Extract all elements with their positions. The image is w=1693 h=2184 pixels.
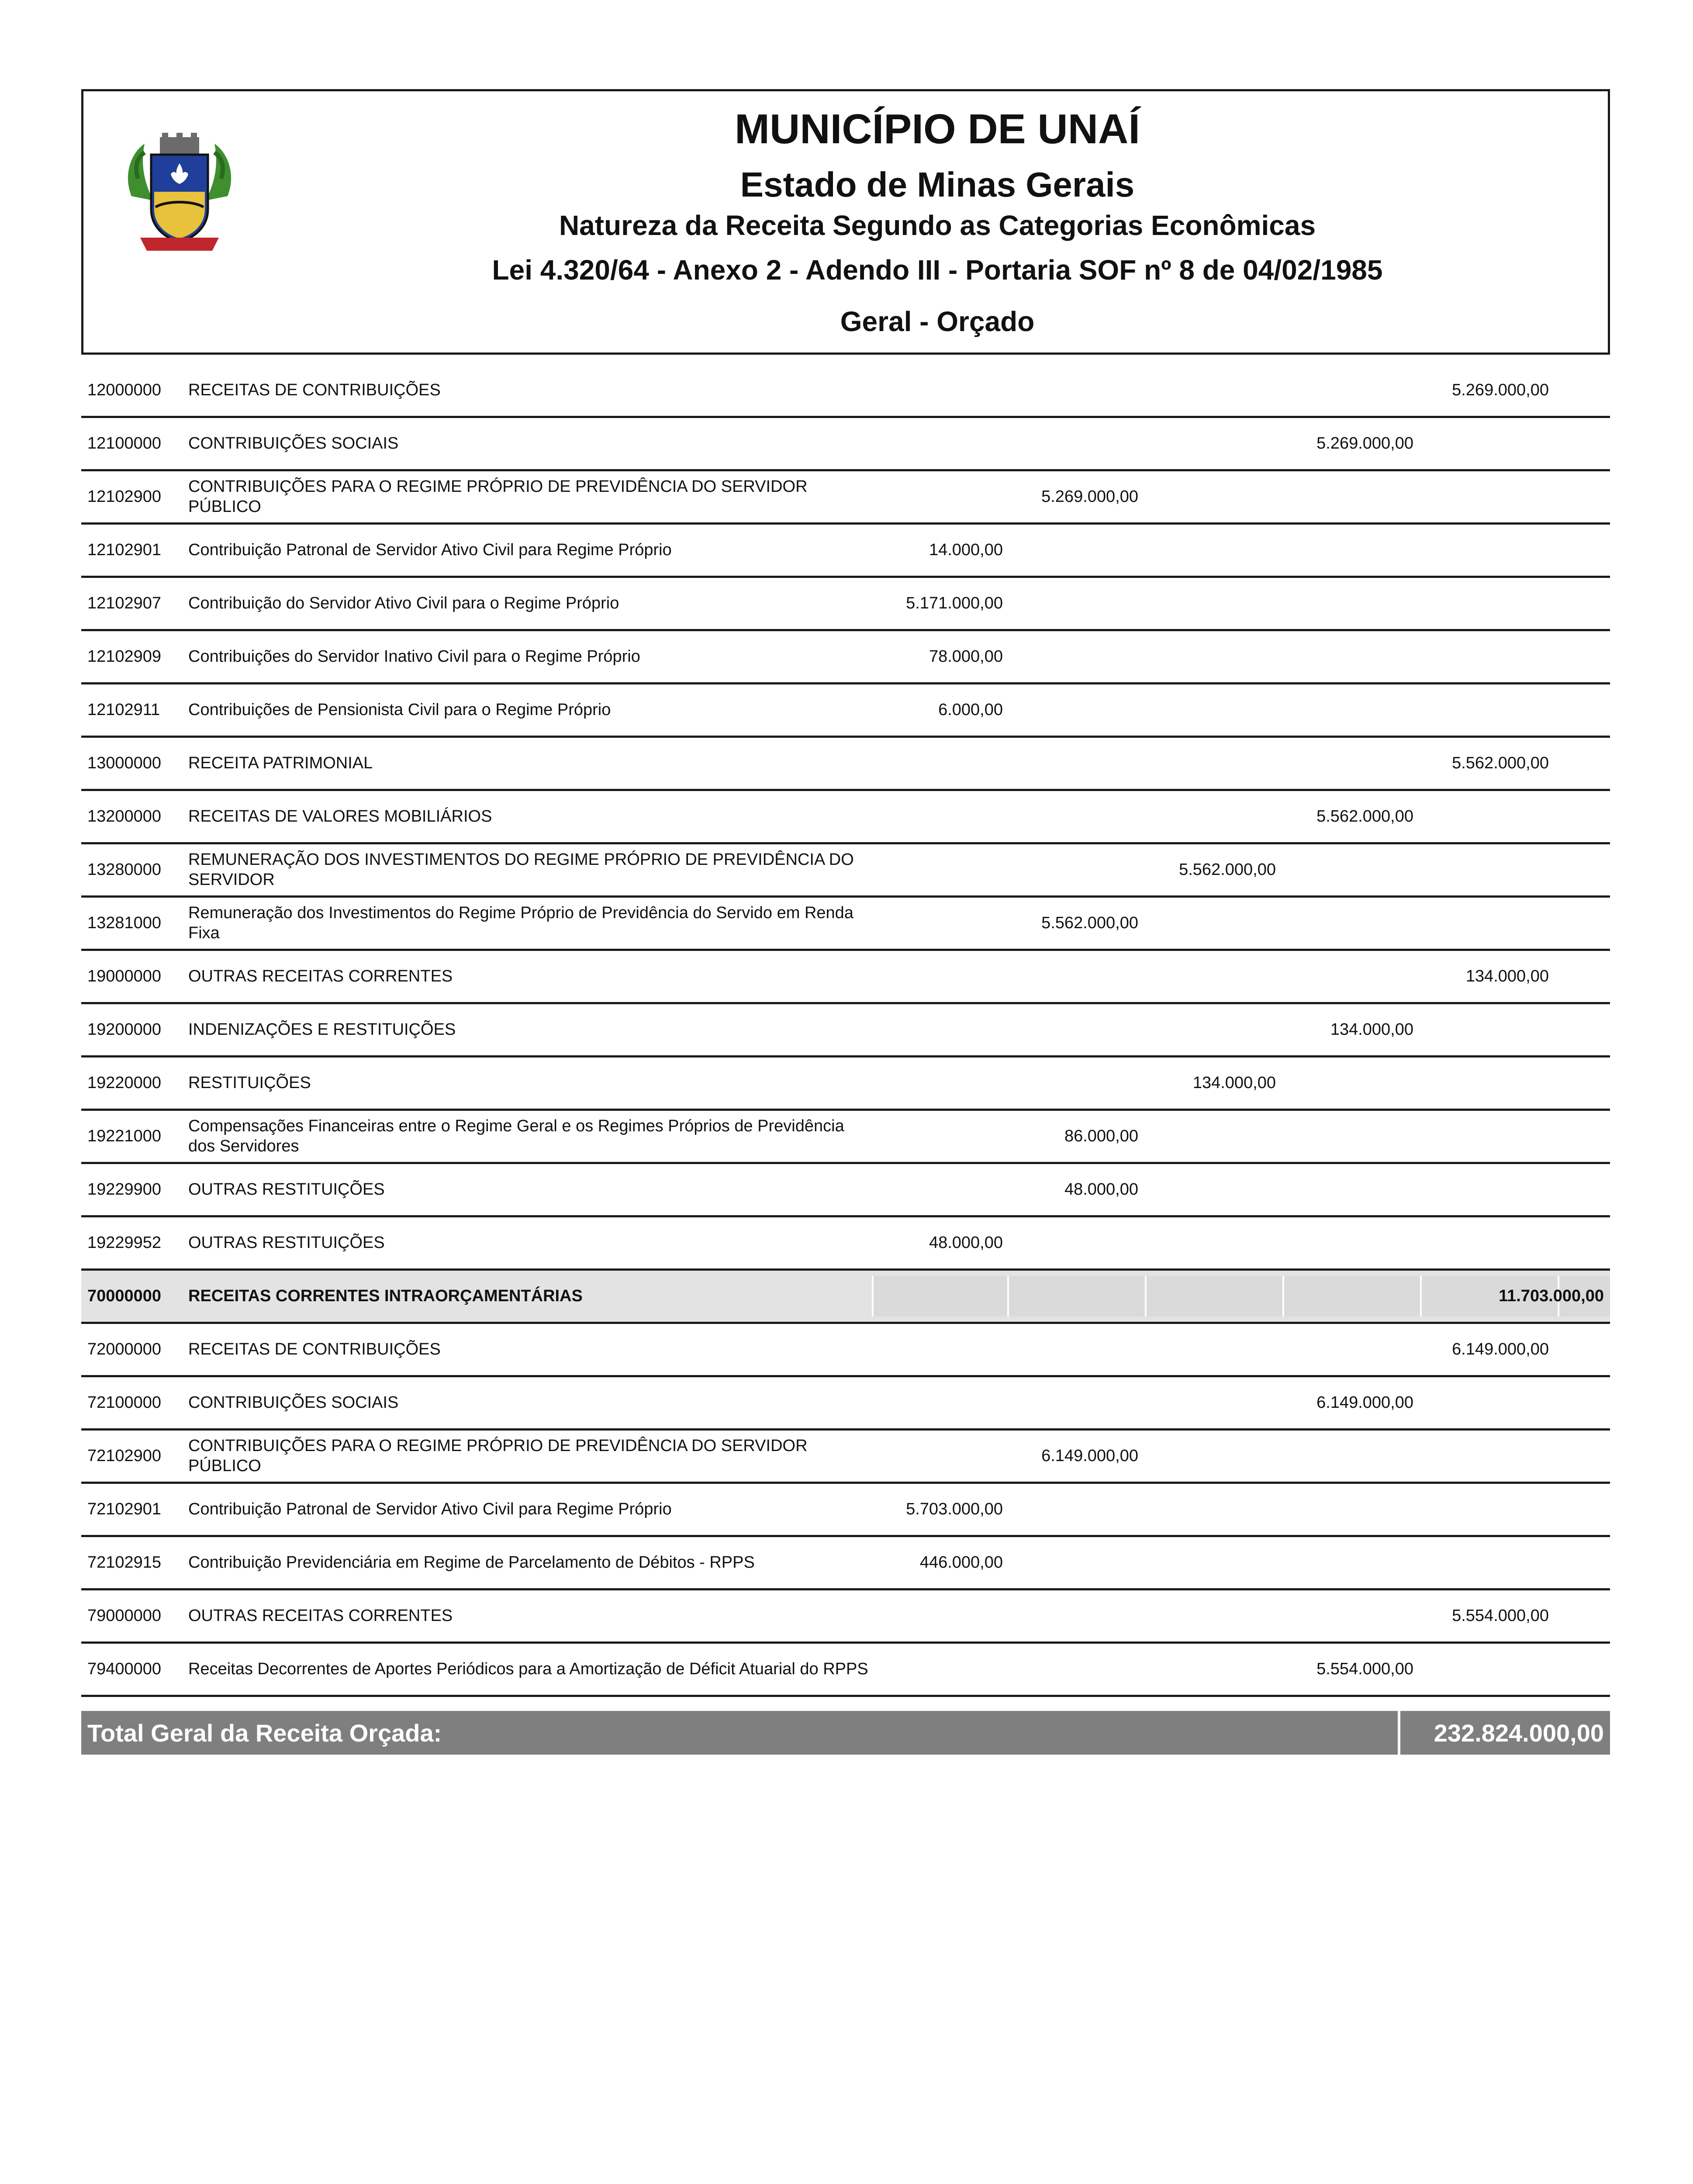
- table-row: [81, 631, 1610, 684]
- table-row: [81, 1431, 1610, 1484]
- row-code: 72102901: [87, 1500, 162, 1518]
- row-value: 78.000,00: [929, 647, 1003, 666]
- row-code: 13200000: [87, 807, 162, 826]
- legal-reference: Lei 4.320/64 - Anexo 2 - Adendo III - Portaria SOF nº 8 de 04/02/1985: [492, 254, 1383, 286]
- row-description: CONTRIBUIÇÕES PARA O REGIME PRÓPRIO DE PREVIDÊNCIA DO SERVIDOR PÚBLICO: [188, 477, 808, 516]
- total-separator: [1398, 1711, 1400, 1755]
- row-description: OUTRAS RECEITAS CORRENTES: [188, 967, 453, 985]
- table-row: [81, 1590, 1610, 1644]
- row-value: 11.703.000,00: [1499, 1287, 1604, 1305]
- row-description: OUTRAS RESTITUIÇÕES: [188, 1180, 385, 1199]
- table-row: [81, 1217, 1610, 1271]
- table-row-highlight: [81, 1271, 1610, 1324]
- row-description: RECEITAS CORRENTES INTRAORÇAMENTÁRIAS: [188, 1286, 583, 1305]
- row-value: 5.554.000,00: [1316, 1660, 1413, 1678]
- row-description: CONTRIBUIÇÕES SOCIAIS: [188, 1393, 399, 1412]
- table-row: [81, 684, 1610, 738]
- row-value: 134.000,00: [1465, 967, 1549, 985]
- row-description: Contribuições de Pensionista Civil para o Regime Próprio: [188, 700, 611, 719]
- row-value: 14.000,00: [929, 541, 1003, 559]
- row-code: 19200000: [87, 1020, 162, 1039]
- row-description: INDENIZAÇÕES E RESTITUIÇÕES: [188, 1020, 456, 1039]
- row-description: REMUNERAÇÃO DOS INVESTIMENTOS DO REGIME PRÓPRIO DE PREVIDÊNCIA DO SERVIDOR: [188, 850, 854, 889]
- row-description: Remuneração dos Investimentos do Regime Próprio de Previdência do Servido em Renda Fixa: [188, 903, 853, 942]
- row-value: 6.149.000,00: [1452, 1340, 1549, 1358]
- table-row: [81, 1004, 1610, 1057]
- row-code: 13280000: [87, 860, 162, 879]
- row-code: 72000000: [87, 1340, 162, 1358]
- table-row: [81, 1324, 1610, 1377]
- row-description: Contribuições do Servidor Inativo Civil para o Regime Próprio: [188, 647, 640, 666]
- table-row: [81, 844, 1610, 898]
- table-row: [81, 1164, 1610, 1217]
- highlight-cell: [1145, 1276, 1282, 1317]
- row-description: Contribuição Previdenciária em Regime de Parcelamento de Débitos - RPPS: [188, 1553, 755, 1572]
- table-row: [81, 1644, 1610, 1697]
- table-row: [81, 1377, 1610, 1431]
- revenue-table: [81, 365, 1610, 1697]
- table-row: [81, 525, 1610, 578]
- row-value: 5.269.000,00: [1041, 487, 1138, 506]
- table-row: [81, 1111, 1610, 1164]
- row-value: 134.000,00: [1330, 1020, 1413, 1039]
- table-row: [81, 578, 1610, 631]
- table-row: [81, 1057, 1610, 1111]
- row-code: 12102901: [87, 541, 162, 559]
- row-value: 86.000,00: [1064, 1127, 1138, 1145]
- row-code: 12102907: [87, 594, 162, 612]
- row-description: Receitas Decorrentes de Aportes Periódicos para a Amortização de Déficit Atuarial do RPPS: [188, 1659, 868, 1678]
- row-code: 19000000: [87, 967, 162, 985]
- row-description: RECEITAS DE CONTRIBUIÇÕES: [188, 1340, 441, 1358]
- row-code: 70000000: [87, 1287, 162, 1305]
- row-description: RESTITUIÇÕES: [188, 1073, 311, 1092]
- row-value: 6.149.000,00: [1316, 1393, 1413, 1412]
- municipality-title: MUNICÍPIO DE UNAÍ: [734, 106, 1140, 152]
- row-value: 5.269.000,00: [1316, 434, 1413, 453]
- row-description: RECEITAS DE VALORES MOBILIÁRIOS: [188, 807, 492, 826]
- row-code: 12000000: [87, 381, 162, 399]
- row-code: 13281000: [87, 914, 162, 932]
- row-value: 5.554.000,00: [1452, 1607, 1549, 1625]
- row-code: 19229900: [87, 1180, 162, 1199]
- coat-of-arms-icon: [114, 126, 245, 257]
- highlight-cell: [1007, 1276, 1145, 1317]
- row-code: 19229952: [87, 1234, 162, 1252]
- row-code: 72100000: [87, 1393, 162, 1412]
- row-value: 5.562.000,00: [1316, 807, 1413, 826]
- table-row: [81, 791, 1610, 844]
- table-row: [81, 738, 1610, 791]
- row-description: OUTRAS RESTITUIÇÕES: [188, 1233, 385, 1252]
- row-description: Contribuição do Servidor Ativo Civil para o Regime Próprio: [188, 594, 619, 612]
- row-code: 19221000: [87, 1127, 162, 1145]
- table-row: [81, 1537, 1610, 1590]
- row-description: Contribuição Patronal de Servidor Ativo Civil para Regime Próprio: [188, 540, 672, 559]
- row-value: 134.000,00: [1192, 1074, 1276, 1092]
- row-value: 5.269.000,00: [1452, 381, 1549, 399]
- row-code: 12102909: [87, 647, 162, 666]
- row-description: Contribuição Patronal de Servidor Ativo Civil para Regime Próprio: [188, 1500, 672, 1518]
- grand-total-row: [81, 1711, 1610, 1755]
- table-row: [81, 471, 1610, 525]
- row-code: 12102900: [87, 487, 162, 506]
- row-description: Compensações Financeiras entre o Regime Geral e os Regimes Próprios de Previdência dos Servidores: [188, 1116, 844, 1155]
- report-header: [81, 89, 1610, 355]
- table-row: [81, 365, 1610, 418]
- table-row: [81, 1484, 1610, 1537]
- row-value: 5.562.000,00: [1041, 914, 1138, 932]
- row-code: 72102900: [87, 1447, 162, 1465]
- row-value: 6.149.000,00: [1041, 1447, 1138, 1465]
- row-code: 13000000: [87, 754, 162, 772]
- row-value: 5.562.000,00: [1452, 754, 1549, 772]
- row-code: 12102911: [87, 701, 160, 719]
- row-value: 5.171.000,00: [906, 594, 1003, 612]
- grand-total-value: 232.824.000,00: [1434, 1719, 1604, 1747]
- table-row: [81, 418, 1610, 471]
- highlight-cell: [872, 1276, 1009, 1317]
- row-value: 48.000,00: [929, 1234, 1003, 1252]
- row-code: 79000000: [87, 1607, 162, 1625]
- grand-total-label: Total Geral da Receita Orçada:: [87, 1719, 442, 1747]
- row-description: CONTRIBUIÇÕES PARA O REGIME PRÓPRIO DE PREVIDÊNCIA DO SERVIDOR PÚBLICO: [188, 1436, 808, 1475]
- row-description: RECEITAS DE CONTRIBUIÇÕES: [188, 380, 441, 399]
- state-title: Estado de Minas Gerais: [740, 165, 1135, 204]
- table-row: [81, 951, 1610, 1004]
- report-scope: Geral - Orçado: [840, 306, 1035, 337]
- row-value: 48.000,00: [1064, 1180, 1138, 1199]
- report-subtitle: Natureza da Receita Segundo as Categorias Econômicas: [559, 210, 1316, 241]
- row-value: 6.000,00: [938, 701, 1003, 719]
- table-row: [81, 898, 1610, 951]
- row-value: 446.000,00: [919, 1553, 1003, 1572]
- row-value: 5.562.000,00: [1179, 860, 1276, 879]
- row-description: RECEITA PATRIMONIAL: [188, 753, 373, 772]
- highlight-cell: [1282, 1276, 1420, 1317]
- row-description: OUTRAS RECEITAS CORRENTES: [188, 1606, 453, 1625]
- row-code: 79400000: [87, 1660, 162, 1678]
- row-description: CONTRIBUIÇÕES SOCIAIS: [188, 434, 399, 453]
- row-value: 5.703.000,00: [906, 1500, 1003, 1518]
- row-code: 12100000: [87, 434, 162, 453]
- row-code: 19220000: [87, 1074, 162, 1092]
- row-code: 72102915: [87, 1553, 162, 1572]
